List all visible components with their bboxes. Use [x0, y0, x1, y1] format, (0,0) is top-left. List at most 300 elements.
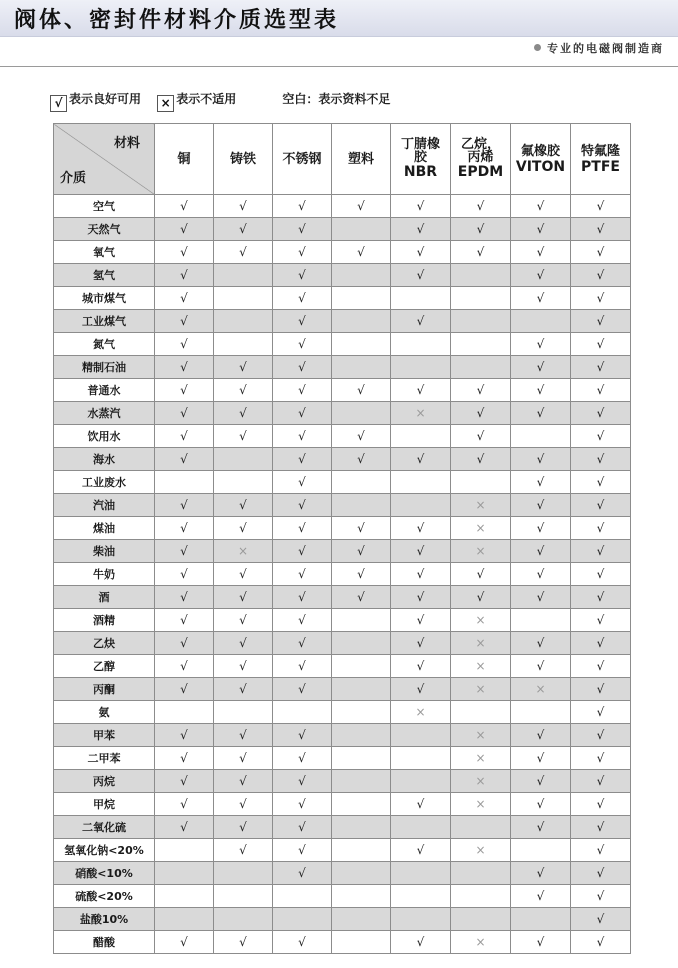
compatibility-cell: [214, 609, 273, 632]
compatibility-cell: [391, 425, 451, 448]
compatibility-cell: [451, 310, 511, 333]
check-icon: √: [416, 245, 425, 259]
medium-name: 精制石油: [54, 356, 155, 379]
column-header-name: 铜: [177, 151, 191, 167]
check-icon: √: [596, 475, 605, 489]
compatibility-cell: [571, 563, 631, 586]
compatibility-cell: [332, 862, 391, 885]
compatibility-cell: [155, 264, 214, 287]
check-icon: √: [596, 912, 605, 926]
subtitle-text: 专业的电磁阀制造商: [547, 42, 664, 55]
check-icon: √: [239, 613, 247, 627]
check-icon: √: [180, 544, 188, 558]
compatibility-cell: [571, 908, 631, 931]
legend-bad-label: 表示不适用: [176, 92, 237, 106]
column-header: [391, 124, 451, 195]
compatibility-cell: [391, 816, 451, 839]
compatibility-cell: [332, 770, 391, 793]
check-icon: √: [536, 360, 545, 374]
compatibility-cell: [214, 862, 273, 885]
table-row: [54, 678, 631, 701]
medium-name: 煤油: [54, 517, 155, 540]
check-icon: √: [298, 728, 306, 742]
check-icon: √: [298, 337, 306, 351]
compatibility-cell: [391, 885, 451, 908]
compatibility-cell: [273, 885, 332, 908]
cross-icon: ×: [475, 544, 486, 558]
compatibility-cell: [451, 931, 511, 954]
compatibility-cell: [214, 287, 273, 310]
compatibility-cell: [273, 816, 332, 839]
compatibility-cell: [273, 402, 332, 425]
check-icon: √: [416, 636, 425, 650]
compatibility-cell: [273, 793, 332, 816]
compatibility-cell: [155, 218, 214, 241]
check-icon: √: [536, 406, 545, 420]
compatibility-cell: [391, 218, 451, 241]
compatibility-cell: [571, 701, 631, 724]
check-icon: √: [298, 222, 306, 236]
compatibility-cell: [332, 632, 391, 655]
compatibility-cell: [273, 747, 332, 770]
check-icon: √: [357, 567, 365, 581]
check-icon: √: [357, 590, 365, 604]
compatibility-cell: [273, 310, 332, 333]
check-icon: √: [536, 751, 545, 765]
compatibility-cell: [451, 701, 511, 724]
table-row: [54, 655, 631, 678]
compatibility-cell: [391, 793, 451, 816]
check-icon: √: [298, 774, 306, 788]
compatibility-cell: [155, 678, 214, 701]
table-row: [54, 586, 631, 609]
compatibility-cell: [214, 356, 273, 379]
check-icon: √: [298, 521, 306, 535]
compatibility-cell: [391, 241, 451, 264]
column-header-name: 乙烷，丙烯: [460, 137, 500, 165]
compatibility-cell: [391, 701, 451, 724]
check-icon: √: [357, 429, 365, 443]
check-icon: √: [180, 406, 188, 420]
table-row: [54, 356, 631, 379]
check-icon: √: [596, 222, 605, 236]
check-icon: √: [416, 659, 425, 673]
compatibility-cell: [273, 908, 332, 931]
cross-box-icon: ×: [157, 95, 174, 112]
compatibility-cell: [571, 586, 631, 609]
compatibility-cell: [451, 540, 511, 563]
compatibility-cell: [332, 379, 391, 402]
table-header-row: [54, 124, 631, 195]
compatibility-cell: [214, 218, 273, 241]
compatibility-cell: [511, 563, 571, 586]
check-icon: √: [298, 452, 306, 466]
compatibility-cell: [155, 494, 214, 517]
check-icon: √: [180, 774, 188, 788]
compatibility-cell: [273, 839, 332, 862]
compatibility-cell: [214, 471, 273, 494]
compatibility-cell: [571, 678, 631, 701]
compatibility-cell: [571, 816, 631, 839]
check-box-icon: √: [50, 95, 67, 112]
compatibility-cell: [155, 609, 214, 632]
compatibility-cell: [571, 494, 631, 517]
compatibility-cell: [451, 632, 511, 655]
medium-name: 甲烷: [54, 793, 155, 816]
check-icon: √: [298, 843, 306, 857]
compatibility-cell: [155, 747, 214, 770]
check-icon: √: [416, 682, 425, 696]
check-icon: √: [239, 682, 247, 696]
compatibility-cell: [391, 310, 451, 333]
compatibility-cell: [571, 655, 631, 678]
check-icon: √: [180, 820, 188, 834]
compatibility-cell: [273, 195, 332, 218]
check-icon: √: [298, 498, 306, 512]
check-icon: √: [298, 360, 306, 374]
compatibility-cell: [511, 494, 571, 517]
check-icon: √: [536, 291, 545, 305]
column-header-name: 氟橡胶: [520, 143, 560, 159]
check-icon: √: [298, 682, 306, 696]
compatibility-cell: [511, 793, 571, 816]
check-icon: √: [298, 567, 306, 581]
compatibility-cell: [451, 379, 511, 402]
compatibility-cell: [571, 517, 631, 540]
compatibility-cell: [451, 333, 511, 356]
table-row: [54, 724, 631, 747]
check-icon: √: [596, 843, 605, 857]
compatibility-cell: [571, 287, 631, 310]
compatibility-cell: [273, 264, 332, 287]
column-header: [214, 124, 273, 195]
compatibility-cell: [451, 885, 511, 908]
compatibility-cell: [571, 425, 631, 448]
compatibility-cell: [155, 379, 214, 402]
cross-icon: ×: [475, 774, 486, 788]
medium-name: 氢气: [54, 264, 155, 287]
compatibility-cell: [332, 793, 391, 816]
compatibility-cell: [273, 517, 332, 540]
compatibility-cell: [571, 609, 631, 632]
check-icon: √: [298, 291, 306, 305]
cross-icon: ×: [415, 406, 426, 420]
compatibility-cell: [332, 195, 391, 218]
compatibility-cell: [571, 379, 631, 402]
table-row: [54, 287, 631, 310]
compatibility-cell: [391, 333, 451, 356]
check-icon: √: [357, 452, 365, 466]
compatibility-table: [53, 123, 631, 954]
compatibility-cell: [214, 494, 273, 517]
compatibility-cell: [155, 586, 214, 609]
table-row: [54, 770, 631, 793]
compatibility-cell: [511, 425, 571, 448]
compatibility-cell: [391, 471, 451, 494]
check-icon: √: [416, 797, 425, 811]
compatibility-cell: [451, 862, 511, 885]
compatibility-cell: [332, 471, 391, 494]
compatibility-cell: [155, 195, 214, 218]
compatibility-cell: [451, 747, 511, 770]
compatibility-cell: [451, 908, 511, 931]
check-icon: √: [298, 544, 306, 558]
check-icon: √: [298, 406, 306, 420]
medium-name: 二甲苯: [54, 747, 155, 770]
compatibility-cell: [511, 770, 571, 793]
check-icon: √: [239, 659, 247, 673]
check-icon: √: [476, 567, 485, 581]
compatibility-cell: [155, 563, 214, 586]
check-icon: √: [476, 590, 485, 604]
check-icon: √: [298, 636, 306, 650]
compatibility-cell: [332, 908, 391, 931]
column-header-name: 铸铁: [229, 151, 256, 167]
check-icon: √: [180, 452, 188, 466]
compatibility-cell: [332, 563, 391, 586]
cross-icon: ×: [475, 935, 486, 949]
check-icon: √: [180, 314, 188, 328]
compatibility-cell: [155, 241, 214, 264]
check-icon: √: [298, 935, 306, 949]
compatibility-cell: [214, 678, 273, 701]
check-icon: √: [298, 590, 306, 604]
compatibility-cell: [511, 241, 571, 264]
check-icon: √: [596, 498, 605, 512]
check-icon: √: [596, 406, 605, 420]
check-icon: √: [596, 682, 605, 696]
compatibility-cell: [214, 724, 273, 747]
check-icon: √: [180, 429, 188, 443]
medium-name: 氨: [54, 701, 155, 724]
compatibility-cell: [273, 609, 332, 632]
compatibility-cell: [571, 540, 631, 563]
compatibility-cell: [391, 724, 451, 747]
compatibility-cell: [391, 563, 451, 586]
medium-name: 醋酸: [54, 931, 155, 954]
table-row: [54, 517, 631, 540]
check-icon: √: [180, 268, 188, 282]
check-icon: √: [180, 337, 188, 351]
compatibility-cell: [451, 678, 511, 701]
check-icon: √: [239, 751, 247, 765]
medium-name: 空气: [54, 195, 155, 218]
check-icon: √: [239, 590, 247, 604]
table-body: [54, 195, 631, 954]
check-icon: √: [298, 866, 306, 880]
check-icon: √: [596, 429, 605, 443]
cross-icon: ×: [475, 659, 486, 673]
medium-name: 普通水: [54, 379, 155, 402]
compatibility-cell: [155, 287, 214, 310]
check-icon: √: [536, 636, 545, 650]
compatibility-cell: [511, 195, 571, 218]
compatibility-cell: [391, 448, 451, 471]
compatibility-cell: [571, 356, 631, 379]
compatibility-cell: [391, 494, 451, 517]
check-icon: √: [416, 199, 425, 213]
column-header-name: 塑料: [347, 151, 374, 167]
check-icon: √: [298, 245, 306, 259]
check-icon: √: [239, 383, 247, 397]
column-header-code: EPDM: [457, 164, 504, 180]
check-icon: √: [298, 314, 306, 328]
check-icon: √: [416, 222, 425, 236]
compatibility-cell: [332, 931, 391, 954]
table-row: [54, 908, 631, 931]
check-icon: √: [239, 521, 247, 535]
medium-name: 酒精: [54, 609, 155, 632]
check-icon: √: [536, 337, 545, 351]
check-icon: √: [180, 728, 188, 742]
compatibility-cell: [511, 448, 571, 471]
check-icon: √: [239, 797, 247, 811]
compatibility-cell: [332, 356, 391, 379]
compatibility-cell: [451, 425, 511, 448]
compatibility-cell: [155, 425, 214, 448]
compatibility-cell: [155, 862, 214, 885]
check-icon: √: [536, 475, 545, 489]
compatibility-cell: [332, 264, 391, 287]
compatibility-cell: [451, 770, 511, 793]
table-row: [54, 885, 631, 908]
column-header-code: PTFE: [581, 158, 620, 175]
check-icon: √: [596, 544, 605, 558]
check-icon: √: [596, 521, 605, 535]
compatibility-cell: [332, 494, 391, 517]
compatibility-cell: [511, 701, 571, 724]
table-row: [54, 471, 631, 494]
check-icon: √: [536, 199, 545, 213]
compatibility-cell: [511, 218, 571, 241]
compatibility-cell: [571, 724, 631, 747]
check-icon: √: [180, 245, 188, 259]
medium-name: 硫酸<20%: [54, 885, 155, 908]
check-icon: √: [298, 751, 306, 765]
compatibility-cell: [214, 195, 273, 218]
check-icon: √: [180, 751, 188, 765]
compatibility-cell: [571, 195, 631, 218]
compatibility-cell: [273, 425, 332, 448]
check-icon: √: [239, 360, 247, 374]
compatibility-cell: [511, 655, 571, 678]
cross-icon: ×: [475, 843, 486, 857]
check-icon: √: [180, 590, 188, 604]
cross-icon: ×: [415, 705, 426, 719]
check-icon: √: [536, 935, 545, 949]
check-icon: √: [536, 245, 545, 259]
compatibility-cell: [571, 310, 631, 333]
legend: [50, 90, 390, 108]
compatibility-cell: [571, 632, 631, 655]
compatibility-cell: [273, 356, 332, 379]
medium-name: 二氧化硫: [54, 816, 155, 839]
compatibility-cell: [214, 885, 273, 908]
compatibility-cell: [511, 540, 571, 563]
compatibility-cell: [214, 701, 273, 724]
cross-icon: ×: [535, 682, 546, 696]
medium-name: 酒: [54, 586, 155, 609]
check-icon: √: [536, 889, 545, 903]
table-row: [54, 218, 631, 241]
check-icon: √: [476, 222, 485, 236]
compatibility-cell: [451, 218, 511, 241]
compatibility-cell: [273, 241, 332, 264]
check-icon: √: [596, 291, 605, 305]
compatibility-cell: [451, 287, 511, 310]
check-icon: √: [357, 245, 365, 259]
legend-good-label: 表示良好可用: [69, 92, 142, 106]
compatibility-cell: [214, 402, 273, 425]
compatibility-cell: [332, 839, 391, 862]
medium-name: 丙酮: [54, 678, 155, 701]
table-row: [54, 632, 631, 655]
cross-icon: ×: [475, 797, 486, 811]
compatibility-cell: [332, 816, 391, 839]
check-icon: √: [357, 544, 365, 558]
compatibility-cell: [391, 379, 451, 402]
table-row: [54, 241, 631, 264]
check-icon: √: [180, 797, 188, 811]
compatibility-cell: [391, 678, 451, 701]
medium-name: 工业煤气: [54, 310, 155, 333]
compatibility-cell: [571, 885, 631, 908]
medium-name: 丙烷: [54, 770, 155, 793]
compatibility-cell: [391, 908, 451, 931]
compatibility-cell: [571, 747, 631, 770]
check-icon: √: [298, 659, 306, 673]
column-header-code: VITON: [515, 158, 566, 175]
compatibility-cell: [391, 655, 451, 678]
table-row: [54, 402, 631, 425]
cross-icon: ×: [475, 636, 486, 650]
compatibility-cell: [511, 517, 571, 540]
compatibility-cell: [273, 701, 332, 724]
check-icon: √: [536, 521, 545, 535]
compatibility-cell: [332, 287, 391, 310]
check-icon: √: [180, 222, 188, 236]
compatibility-cell: [511, 402, 571, 425]
compatibility-cell: [214, 379, 273, 402]
compatibility-cell: [214, 931, 273, 954]
compatibility-cell: [451, 402, 511, 425]
table-row: [54, 310, 631, 333]
check-icon: √: [239, 935, 247, 949]
compatibility-cell: [511, 333, 571, 356]
page-title: 阀体、密封件材料介质选型表: [14, 8, 340, 33]
check-icon: √: [416, 268, 425, 282]
compatibility-cell: [155, 885, 214, 908]
check-icon: √: [298, 475, 306, 489]
column-header: [571, 124, 631, 195]
compatibility-cell: [273, 678, 332, 701]
check-icon: √: [180, 682, 188, 696]
table-row: [54, 747, 631, 770]
compatibility-cell: [391, 931, 451, 954]
check-icon: √: [416, 314, 425, 328]
compatibility-cell: [571, 793, 631, 816]
compatibility-cell: [451, 655, 511, 678]
compatibility-cell: [511, 931, 571, 954]
cross-icon: ×: [475, 728, 486, 742]
compatibility-cell: [451, 609, 511, 632]
compatibility-cell: [391, 839, 451, 862]
check-icon: √: [239, 843, 247, 857]
compatibility-cell: [391, 287, 451, 310]
compatibility-cell: [214, 816, 273, 839]
check-icon: √: [536, 774, 545, 788]
medium-name: 牛奶: [54, 563, 155, 586]
